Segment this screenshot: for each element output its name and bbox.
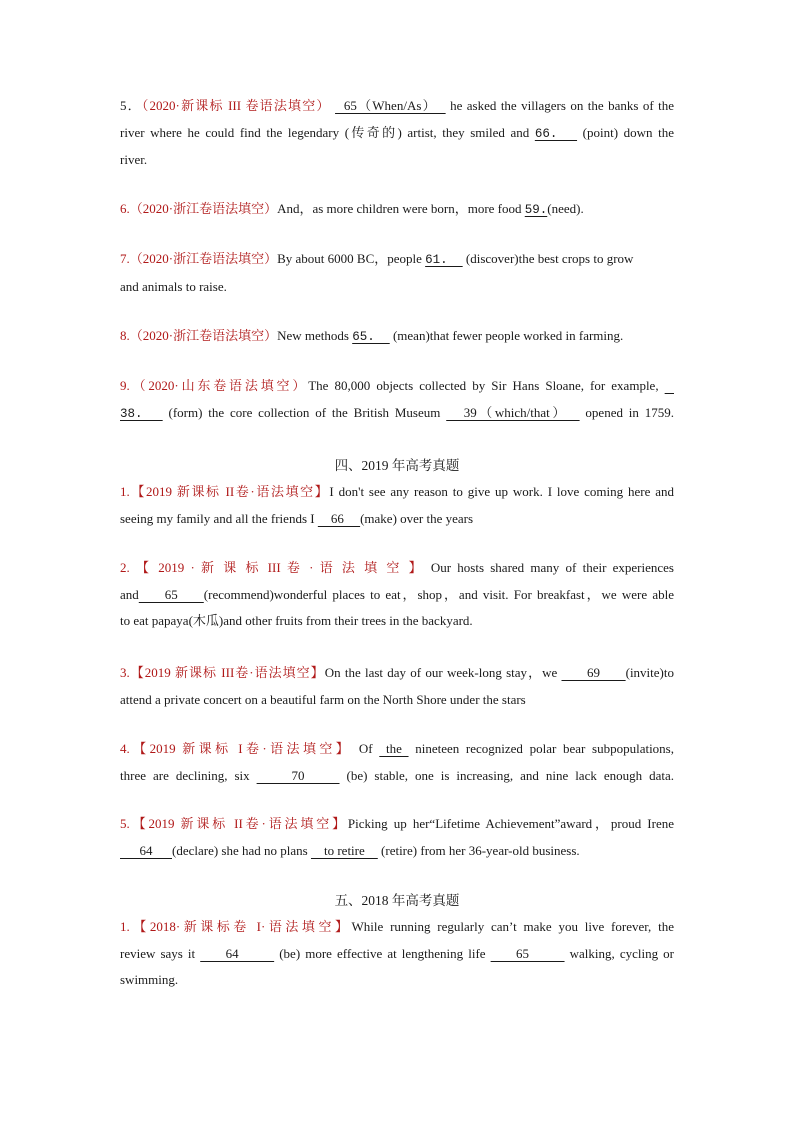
text-run: (recommend)wonderful places to eat，shop，and visit. For breakfast，we were able [203, 586, 675, 602]
question-2020-5 [120, 93, 674, 174]
text-line [120, 400, 674, 428]
answer-blank: 64 [200, 945, 275, 961]
answer-blank: 66. [534, 126, 578, 141]
source-label: （2020·新课标 III 卷语法填空） [141, 98, 331, 113]
question-2019-3 [120, 660, 674, 713]
text-run: (form) the core collection of the British Museum [162, 404, 447, 420]
answer-blank: 65 [490, 945, 565, 961]
text-line [120, 506, 674, 533]
question-2019-4 [120, 736, 674, 789]
text-run: swimming. [120, 972, 179, 987]
text-run: seeing my family and all the friends I [120, 510, 318, 526]
text-line [120, 246, 674, 274]
text-run: (retire) from her 36-year-old business. [377, 842, 580, 858]
text-line [120, 914, 674, 941]
text-line [120, 555, 674, 582]
text-run: nineteen recognized polar bear subpopulations, [408, 741, 674, 756]
source-label: 2. 【 2019 · 新 课 标 III 卷 · 语 法 填 空 】 [120, 560, 425, 575]
text-line [120, 967, 674, 994]
text-line [120, 660, 674, 687]
source-label: 1.【2018·新课标卷 I·语法填空】 [120, 919, 352, 934]
text-line [120, 93, 674, 120]
question-2018-1 [120, 914, 674, 994]
answer-blank: 69 [561, 665, 626, 680]
text-run: (make) over the years [360, 510, 474, 526]
text-run: On the last day of our week-long stay，we [324, 665, 562, 680]
text-run: While running regularly can’t make you live forever, the [351, 919, 674, 934]
text-run: walking, cycling or [564, 945, 675, 961]
answer-blank: 65 [138, 586, 204, 602]
text-run: river. [120, 152, 148, 167]
source-label: 1.【2019 新课标 II卷·语法填空】 [120, 484, 330, 499]
text-run: And，as more children were born，more food [277, 201, 525, 216]
text-line [120, 763, 674, 790]
question-2019-5 [120, 811, 674, 864]
text-run: three are declining, six [120, 767, 257, 783]
answer-blank: 39（which/that） [446, 404, 580, 420]
text-run: Of [352, 741, 380, 756]
text-line [120, 838, 674, 865]
question-2019-2 [120, 555, 674, 635]
text-run: to eat papaya(木瓜)and other fruits from their trees in the backyard. [120, 613, 473, 628]
answer-blank: 61. [425, 253, 463, 267]
text-run: and [120, 586, 139, 602]
text-run: attend a private concert on a beautiful farm on the North Shore under the stars [120, 691, 526, 707]
text-run: (need). [547, 201, 584, 216]
text-line [120, 196, 674, 224]
section-heading-2019: 四、2019 年高考真题 [334, 458, 460, 473]
answer-blank [665, 378, 674, 393]
text-run: (be) more effective at lengthening life [274, 945, 491, 961]
text-run: review says it [120, 945, 201, 961]
text-line [120, 274, 674, 301]
text-run: (point) down the [577, 124, 674, 140]
text-line [120, 373, 674, 400]
source-label: 4.【2019 新课标 I卷·语法填空】 [120, 741, 353, 756]
answer-blank: 66 [317, 510, 361, 526]
text-line [120, 120, 674, 148]
text-run: New methods [277, 328, 353, 343]
answer-blank: 64 [120, 842, 172, 858]
text-run: river where he could find the legendary (传奇的) artist, they smiled and [120, 124, 535, 140]
question-2020-9 [120, 373, 674, 427]
question-2020-8 [120, 323, 674, 351]
text-run: I don't see any reason to give up work. I love coming here and [329, 484, 674, 499]
text-run: (mean)that fewer people worked in farming. [389, 328, 624, 343]
source-label: 3.【2019 新课标 III卷·语法填空】 [120, 665, 325, 680]
answer-blank: 38. [120, 406, 163, 421]
text-run: he asked the villagers on the banks of the [445, 98, 674, 113]
text-run: opened in 1759. [579, 404, 674, 420]
text-run: Our hosts shared many of their experiences [424, 560, 674, 575]
text-run: By about 6000 BC，people [277, 251, 426, 266]
source-label: 5.【2019 新课标 II卷·语法填空】 [120, 816, 348, 831]
answer-blank: 70 [256, 767, 340, 783]
question-2020-7 [120, 246, 674, 300]
source-label: 7.（2020·浙江卷语法填空） [120, 251, 278, 266]
text-run: (declare) she had no plans [172, 842, 311, 858]
source-label: 8.（2020·浙江卷语法填空） [120, 328, 278, 343]
source-label: 9.（2020·山东卷语法填空） [120, 378, 309, 393]
section-heading-2018: 五、2018 年高考真题 [334, 893, 460, 908]
text-run: The 80,000 objects collected by Sir Hans Sloane, for example, [308, 378, 665, 393]
answer-blank: the [379, 741, 409, 756]
text-line [120, 811, 674, 838]
answer-blank: to retire [310, 842, 378, 858]
text-line [120, 736, 674, 763]
text-run: (be) stable, one is increasing, and nine lack enough data. [339, 767, 675, 783]
text-line [120, 687, 674, 714]
text-line [120, 608, 674, 635]
text-line [120, 941, 674, 968]
answer-blank: 59. [524, 203, 548, 217]
question-2019-1 [120, 479, 674, 532]
text-line [120, 147, 674, 174]
source-label: 6.（2020·浙江卷语法填空） [120, 201, 278, 216]
text-run: (invite)to [625, 665, 674, 680]
question-2020-6 [120, 196, 674, 224]
text-run: Picking up her“Lifetime Achievement”award，proud Irene [347, 816, 674, 831]
text-line [120, 323, 674, 351]
text-line [120, 582, 674, 609]
text-run: and animals to raise. [120, 278, 227, 294]
text-line [120, 479, 674, 506]
answer-blank: 65. [352, 330, 390, 344]
text-run: 5． [120, 98, 142, 113]
answer-blank: 65（When/As） [335, 98, 446, 113]
text-run: (discover)the best crops to grow [462, 251, 634, 266]
